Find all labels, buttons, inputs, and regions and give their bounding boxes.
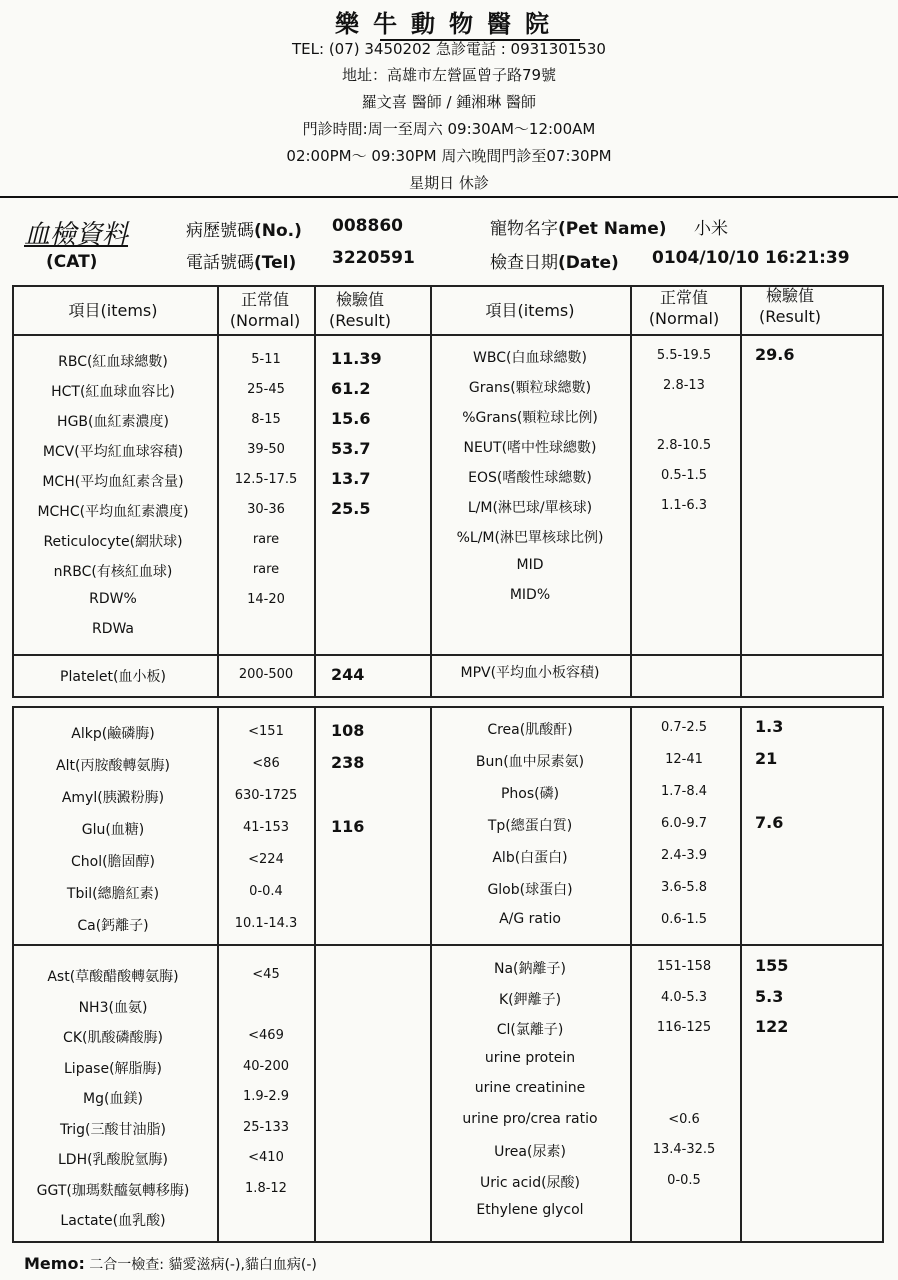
header-normal-right [649, 287, 719, 329]
chem-col-divider [314, 706, 316, 1243]
tel-label [186, 248, 296, 273]
test-normal-range: 12.5-17.5 [234, 472, 298, 487]
test-item-name: Na(鈉離子) [494, 961, 566, 977]
test-normal-range: <151 [248, 724, 284, 739]
chemistry-section-rule [12, 944, 884, 946]
test-item-name: Alt(丙胺酸轉氨脢) [56, 758, 170, 774]
test-item-name: Platelet(血小板) [60, 669, 166, 685]
clinic-name: 樂牛動物醫院 [0, 4, 898, 39]
test-normal-range: 40-200 [242, 1059, 290, 1074]
test-normal-range: <469 [248, 1028, 284, 1043]
clinic-address: 地址：高雄市左營區曾子路79號 [341, 66, 557, 84]
cbc-col-divider [740, 285, 742, 698]
header-result-line2: (Result) [329, 311, 391, 330]
platelet-rule [12, 654, 884, 656]
test-normal-range: <224 [248, 852, 284, 867]
test-normal-range: 25-133 [242, 1120, 290, 1135]
test-item-name: Uric acid(尿酸) [479, 1175, 581, 1191]
cbc-col-divider [430, 285, 432, 698]
header-result-line1: 檢驗值 [335, 290, 385, 309]
header-items-right: 項目(items) [485, 301, 575, 320]
test-item-name: Lipase(解脂脢) [64, 1061, 162, 1077]
test-result-value: 25.5 [331, 499, 371, 518]
test-item-name: Mg(血鎂) [83, 1091, 143, 1107]
test-item-name: HGB(血紅素濃度) [57, 414, 169, 430]
test-item-name: GGT(珈瑪麩醯氨轉移脢) [36, 1183, 190, 1199]
test-item-name: Amyl(胰澱粉脢) [61, 790, 165, 806]
test-result-value: 5.3 [755, 987, 784, 1006]
date-value: 0104/10/10 16:21:39 [652, 248, 850, 268]
test-normal-range: 8-15 [251, 412, 281, 427]
test-item-name: %L/M(淋巴單核球比例) [456, 530, 604, 546]
test-item-name: Trig(三酸甘油脂) [60, 1122, 166, 1138]
test-item-name: Alb(白蛋白) [492, 850, 568, 866]
test-normal-range: 12-41 [665, 752, 703, 767]
tel-label-cn: 電話號碼 [186, 253, 254, 273]
test-result-value: 7.6 [755, 813, 784, 832]
test-normal-range: 14-20 [247, 592, 285, 607]
test-normal-range: 6.0-9.7 [660, 816, 708, 831]
header-divider [0, 196, 898, 198]
test-item-name: Glu(血糖) [81, 822, 145, 838]
test-item-name: RBC(紅血球總數) [58, 354, 168, 370]
test-item-name: LDH(乳酸脫氫脢) [57, 1152, 169, 1168]
test-item-name: EOS(嗜酸性球總數) [468, 470, 592, 486]
test-result-value: 122 [755, 1017, 789, 1036]
cbc-col-divider [217, 285, 219, 698]
test-item-name: Alkp(鹼磷脢) [71, 726, 155, 742]
test-item-name: MID [516, 557, 544, 573]
record-no-label [186, 216, 302, 241]
header-normal-line1: 正常值 [659, 288, 708, 307]
clinic-hours-2: 02:00PM～ 09:30PM 周六晚間門診至07:30PM [286, 147, 612, 165]
test-result-value: 15.6 [331, 409, 371, 428]
test-normal-range: 4.0-5.3 [660, 990, 708, 1005]
test-item-name: Tp(總蛋白質) [487, 818, 573, 834]
test-item-name: %Grans(顆粒球比例) [462, 410, 598, 426]
test-normal-range: 116-125 [656, 1020, 712, 1035]
header-result-left [329, 289, 391, 331]
test-normal-range: 41-153 [242, 820, 290, 835]
pet-name-label [490, 214, 667, 239]
test-item-name: CK(肌酸磷酸脢) [63, 1030, 163, 1046]
header-items-left: 項目(items) [68, 301, 158, 320]
test-normal-range: 1.9-2.9 [242, 1089, 290, 1104]
clinic-hours-1: 門診時間:周一至周六 09:30AM～12:00AM [302, 120, 596, 138]
test-result-value: 155 [755, 956, 789, 975]
header-normal-line2: (Normal) [648, 309, 720, 328]
test-item-name: MCV(平均紅血球容積) [42, 444, 184, 460]
tel-label-en: (Tel) [254, 253, 297, 273]
species-label: (CAT) [46, 252, 98, 272]
test-normal-range: 0-0.5 [667, 1173, 701, 1188]
test-result-value: 238 [331, 753, 365, 772]
memo [24, 1254, 317, 1274]
header-normal-line2: (Normal) [229, 311, 301, 330]
test-normal-range: 2.8-13 [663, 378, 705, 393]
test-item-name: MID% [509, 587, 551, 603]
test-item-name: RDW% [89, 591, 137, 607]
test-result-value: 13.7 [331, 469, 371, 488]
test-item-name: nRBC(有核紅血球) [53, 564, 173, 580]
clinic-closed: 星期日 休診 [409, 174, 489, 192]
chem-col-divider [430, 706, 432, 1243]
record-no-label-cn: 病歷號碼 [186, 221, 254, 241]
test-normal-range: <86 [252, 756, 280, 771]
test-item-name: Bun(血中尿素氨) [475, 754, 585, 770]
record-no-label-en: (No.) [254, 221, 302, 241]
date-label [490, 248, 619, 273]
chem-col-divider [630, 706, 632, 1243]
pet-name-label-cn: 寵物名字 [490, 219, 558, 239]
clinic-doctors: 羅文喜 醫師 / 鍾湘琳 醫師 [361, 93, 537, 111]
test-item-name: Lactate(血乳酸) [60, 1213, 166, 1229]
tel-value: 3220591 [332, 248, 415, 268]
test-result-value: 116 [331, 817, 365, 836]
test-item-name: Ast(草酸醋酸轉氨脢) [47, 969, 179, 985]
test-normal-range: 1.7-8.4 [660, 784, 708, 799]
test-result-value: 108 [331, 721, 365, 740]
test-normal-range: 1.1-6.3 [660, 498, 708, 513]
date-label-en: (Date) [558, 253, 619, 273]
test-item-name: Glob(球蛋白) [487, 882, 573, 898]
chem-col-divider [740, 706, 742, 1243]
test-normal-range: 200-500 [238, 667, 294, 682]
test-item-name: K(鉀離子) [498, 992, 562, 1008]
test-item-name: A/G ratio [499, 911, 561, 927]
test-normal-range: 630-1725 [234, 788, 298, 803]
test-result-value: 11.39 [331, 349, 382, 368]
header-result-right [759, 285, 821, 327]
test-item-name: Tbil(總膽紅素) [66, 886, 160, 902]
test-normal-range: 0.6-1.5 [660, 912, 708, 927]
test-normal-range: 39-50 [247, 442, 285, 457]
test-normal-range: 3.6-5.8 [660, 880, 708, 895]
test-normal-range: 25-45 [247, 382, 285, 397]
test-item-name: L/M(淋巴球/單核球) [467, 500, 593, 516]
test-normal-range: 1.8-12 [245, 1181, 287, 1196]
test-item-name: urine creatinine [474, 1080, 586, 1096]
test-item-name: Grans(顆粒球總數) [468, 380, 592, 396]
test-item-name: Ethylene glycol [476, 1202, 584, 1218]
cbc-header-rule [12, 334, 884, 336]
test-normal-range: 10.1-14.3 [234, 916, 298, 931]
test-normal-range: 5.5-19.5 [656, 348, 712, 363]
cbc-col-divider [630, 285, 632, 698]
test-normal-range: 0-0.4 [249, 884, 283, 899]
test-normal-range: rare [252, 562, 280, 577]
test-item-name: MCH(平均血紅素含量) [42, 474, 184, 490]
chem-col-divider [217, 706, 219, 1243]
test-result-value: 29.6 [755, 345, 795, 364]
test-normal-range: 2.4-3.9 [660, 848, 708, 863]
pet-name-value: 小米 [694, 219, 728, 239]
clinic-phone: TEL: (07) 3450202 急診電話 : 0931301530 [292, 40, 606, 58]
test-normal-range: 2.8-10.5 [656, 438, 712, 453]
test-normal-range: 0.5-1.5 [660, 468, 708, 483]
test-item-name: Phos(磷) [500, 786, 560, 802]
test-item-name: Urea(尿素) [494, 1144, 566, 1160]
header-normal-line1: 正常值 [240, 290, 289, 309]
test-normal-range: rare [252, 532, 280, 547]
test-item-name: Chol(膽固醇) [70, 854, 156, 870]
test-item-name: Reticulocyte(網狀球) [43, 534, 183, 550]
pet-name-label-en: (Pet Name) [558, 219, 667, 239]
test-item-name: urine pro/crea ratio [462, 1111, 598, 1127]
test-normal-range: 151-158 [656, 959, 712, 974]
test-result-value: 1.3 [755, 717, 784, 736]
test-result-value: 21 [755, 749, 778, 768]
test-normal-range: <45 [252, 967, 280, 982]
test-normal-range: 0.7-2.5 [660, 720, 708, 735]
test-item-name: RDWa [91, 621, 135, 637]
test-result-value: 61.2 [331, 379, 371, 398]
test-normal-range: <0.6 [668, 1112, 700, 1127]
cbc-col-divider [314, 285, 316, 698]
test-item-name: MCHC(平均血紅素濃度) [37, 504, 189, 520]
record-no-value: 008860 [332, 216, 403, 236]
header-normal-left [230, 289, 300, 331]
test-item-name: Crea(肌酸酐) [487, 722, 573, 738]
test-item-name: Cl(氯離子) [496, 1022, 564, 1038]
test-normal-range: <410 [248, 1150, 284, 1165]
test-result-value: 244 [331, 665, 365, 684]
test-normal-range: 5-11 [251, 352, 281, 367]
memo-label: Memo: [24, 1254, 85, 1273]
test-normal-range: 13.4-32.5 [652, 1142, 716, 1157]
test-item-name: WBC(白血球總數) [473, 350, 587, 366]
test-item-name: MPV(平均血小板容積) [460, 665, 600, 681]
test-item-name: NH3(血氨) [78, 1000, 148, 1016]
test-item-name: NEUT(嗜中性球總數) [463, 440, 597, 456]
memo-text: 二合一檢查: 貓愛滋病(-),貓白血病(-) [89, 1257, 317, 1273]
date-label-cn: 檢查日期 [490, 253, 558, 273]
test-item-name: urine protein [484, 1050, 576, 1066]
test-item-name: Ca(鈣離子) [77, 918, 149, 934]
test-normal-range: 30-36 [247, 502, 285, 517]
cbc-table [12, 285, 884, 698]
test-item-name: HCT(紅血球血容比) [51, 384, 175, 400]
test-result-value: 53.7 [331, 439, 371, 458]
header-result-line2: (Result) [759, 307, 821, 326]
report-title: 血檢資料 [24, 220, 129, 250]
header-result-line1: 檢驗值 [765, 286, 815, 305]
